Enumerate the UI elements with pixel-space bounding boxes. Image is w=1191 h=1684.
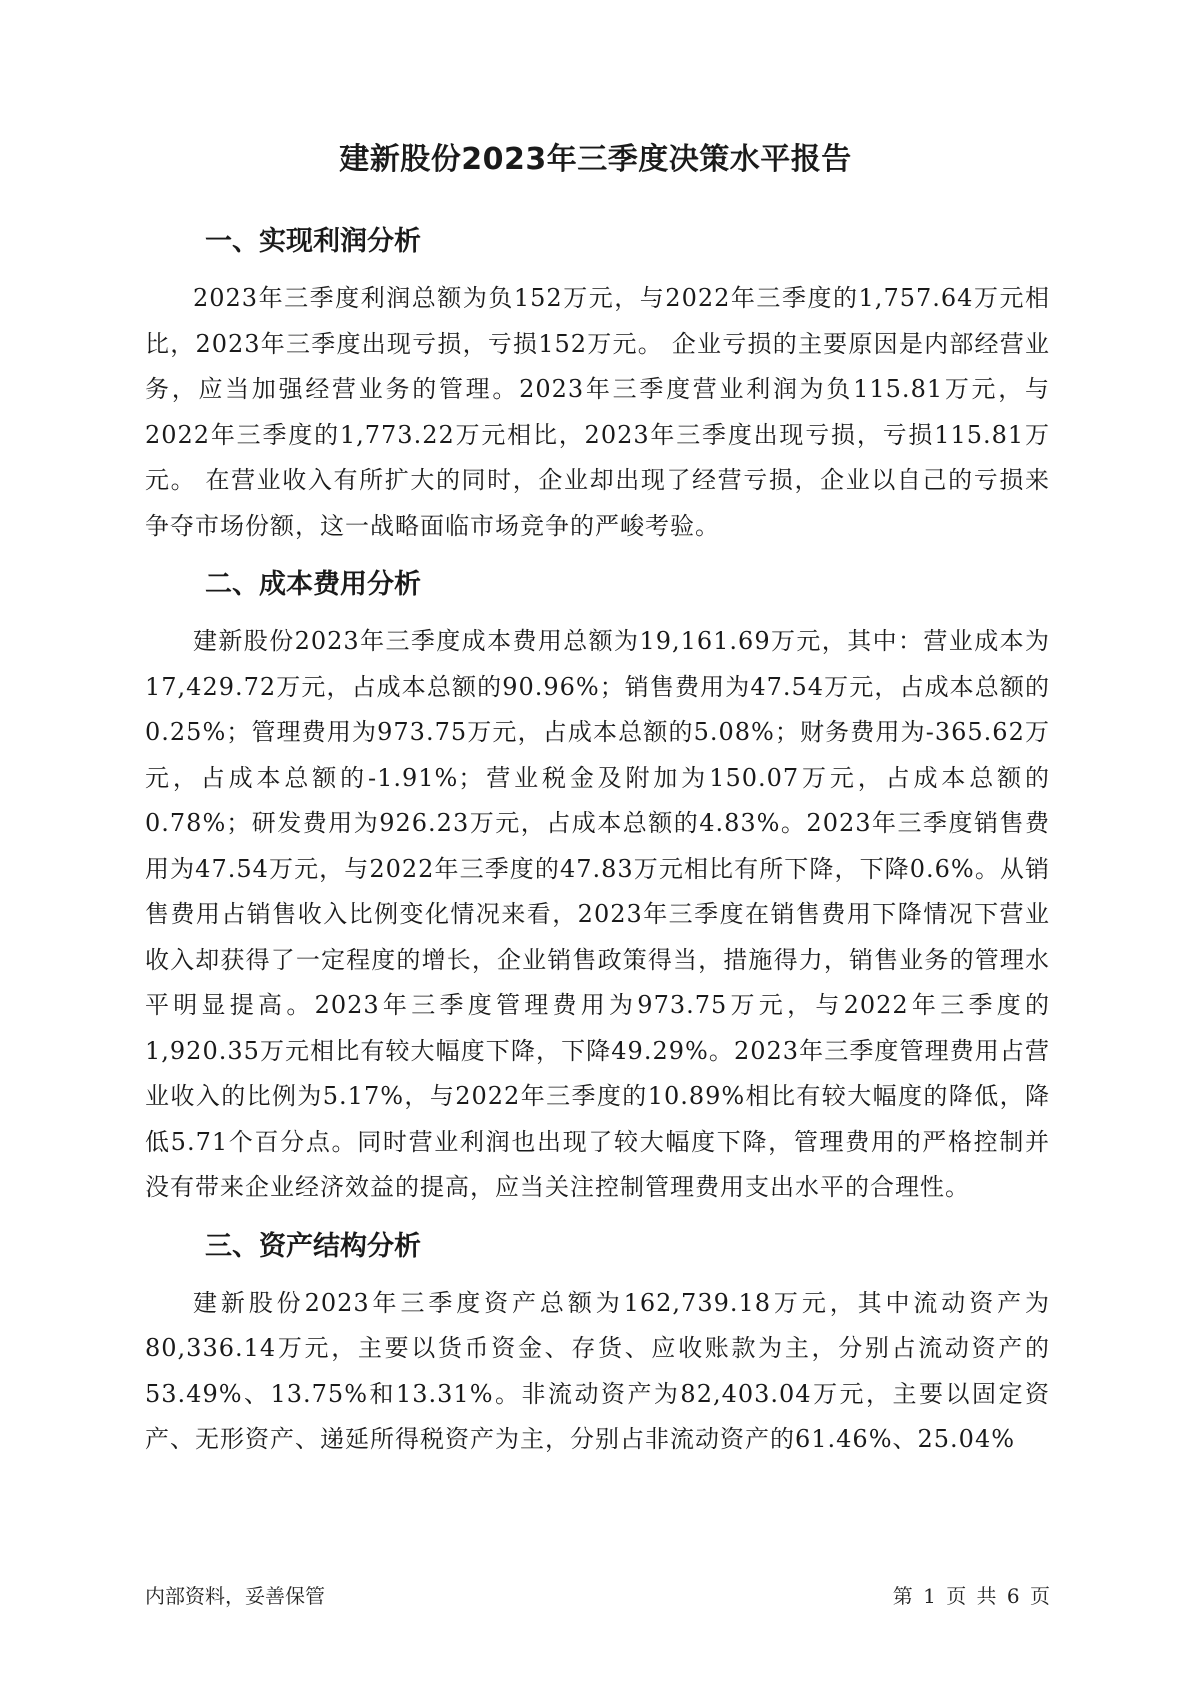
- section-heading: 二、成本费用分析: [205, 569, 421, 600]
- page-number: 第 1 页 共 6 页: [892, 1584, 1050, 1608]
- section-cost-analysis: [145, 563, 1050, 1211]
- section-heading: 三、资产结构分析: [205, 1230, 421, 1262]
- confidentiality-note: 内部资料，妥善保管: [145, 1584, 325, 1608]
- section-asset-structure: [145, 1225, 1050, 1463]
- section-paragraph: 建新股份2023年三季度成本费用总额为19,161.69万元，其中：营业成本为17,429.72万元，占成本总额的90.96%；销售费用为47.54万元，占成本总额的0.25%；管理费用为973.75万元，占成本总额的5.08%；财务费用为-365.62万元，占成本总额的-1.91%；营业税金及附加为150.07万元，占成本总额的0.78%；研发费用为926.23万元，占成本总额的4.83%。2023年三季度销售费用为47.54万元，与2022年三季度的47.83万元相比有所下降，下降0.6%。从销售费用占销售收入比例变化情况来看，2023年三季度在销售费用下降情况下营业收入却获得了一定程度的增长，企业销售政策得当，措施得力，销售业务的管理水平明显提高。2023年三季度管理费用为973.75万元，与2022年三季度的1,920.35万元相比有较大幅度下降，下降49.29%。2023年三季度管理费用占营业收入的比例为5.17%，与2022年三季度的10.89%相比有较大幅度的降低，降低5.71个百分点。同时营业利润也出现了较大幅度下降，管理费用的严格控制并没有带来企业经济效益的提高，应当关注控制管理费用支出水平的合理性。: [145, 627, 1050, 1201]
- document-title: 建新股份2023年三季度决策水平报告: [339, 142, 852, 177]
- section-profit-analysis: [145, 220, 1050, 549]
- section-paragraph: 建新股份2023年三季度资产总额为162,739.18万元，其中流动资产为80,336.14万元，主要以货币资金、存货、应收账款为主，分别占流动资产的53.49%、13.75%和13.31%。非流动资产为82,403.04万元，主要以固定资产、无形资产、递延所得税资产为主，分别占非流动资产的61.46%、25.04%: [145, 1288, 1050, 1453]
- document-body: [145, 220, 1050, 1477]
- section-paragraph: 2023年三季度利润总额为负152万元，与2022年三季度的1,757.64万元相比，2023年三季度出现亏损，亏损152万元。 企业亏损的主要原因是内部经营业务，应当加强经营业务的管理。2023年三季度营业利润为负115.81万元，与2022年三季度的1,773.22万元相比，2023年三季度出现亏损，亏损115.81万元。 在营业收入有所扩大的同时，企业却出现了经营亏损，企业以自己的亏损来争夺市场份额，这一战略面临市场竞争的严峻考验。: [145, 284, 1050, 540]
- section-heading: 一、实现利润分析: [205, 226, 421, 257]
